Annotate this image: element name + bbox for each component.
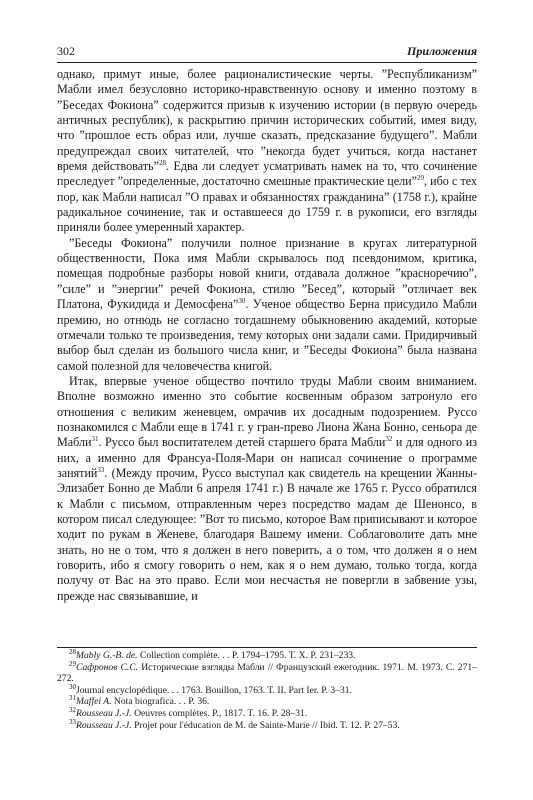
paragraph (57, 236, 477, 374)
paragraph-text: , ибо с тех пор, как Мабли написал ”О правах и обязанностях гражданина” (1758 г.), крайне радикальное сочинение, так и оставшееся до 1759 г. в рукописи, его взгляды приняли более умеренный характер. (57, 174, 477, 235)
footnote-ref: 33 (97, 465, 105, 474)
footnote-text: Nota biografica. . . P. 36. (111, 696, 210, 708)
paragraph-text: Итак, впервые ученое общество почтило труды Мабли своим вниманием. Вполне возможно именно это событие косвенным образом затронуло его отношения с великим женевцем, омрачив их досадным подозрением. Руссо познакомился с Мабли еще в 1741 г. у гран-прево Лиона Жана Бонно, сеньора де Мабли (57, 373, 477, 450)
footnote (57, 705, 477, 720)
footnote-text: Projet pour l'éducation de M. de Sainte-Marie // Ibid. T. 12. P. 27–53. (131, 719, 400, 731)
footnote-author: Rousseau J.-J. (76, 707, 132, 719)
footnote-author: Maffei A. (76, 696, 112, 708)
running-title: Приложения (407, 44, 477, 58)
paragraph-text: ”Беседы Фокиона” получили полное признание в кругах литературной общественности, Пока имя Мабли скрывалось под псевдонимом, критика, помещая подробные разборы новой книги, отдавала должное ”красноречию”, ”силе” и ”энергии” речей Фокиона, стилю ”Бесед”, который ”отличает век Платона, Фукидида и Демосфена” (57, 235, 477, 312)
footnote-text: Исторические взгляды Мабли // Французский ежегодник. 1971. М. 1973. С. 271–272. (57, 661, 477, 685)
footnote (57, 659, 477, 685)
paragraph-text: . Руссо был воспитателем детей старшего брата Мабли (98, 435, 386, 450)
footnote-ref: 32 (385, 435, 393, 444)
footnote-text: Journal encyclopédique. . . 1763. Bouillon, 1763. T. II. Part Ier. P. 3–31. (76, 684, 352, 696)
paragraph-text: однако, примут иные, более рационалистические черты. ”Республиканизм” Мабли имел безусловно историко-нравственную основу и именно поэтому в ”Беседах Фокиона” содержится призыв к изучению истории (в первую очередь античных республик), к раскрытию причин исторических событий, имея виду, что ”прошлое есть образ или, лучше сказать, предсказание будущего”. Мабли предупреждал своих читателей, что ”некогда будет учиться, когда настанет время действовать” (57, 67, 477, 174)
page-number: 302 (57, 44, 75, 58)
footnote-number: 30 (69, 682, 76, 691)
footnote-ref: 28 (158, 159, 166, 168)
paragraph-text: и для одного из них, а именно для Франсуа-Поля-Мари он написал сочинение о программе занятий (57, 435, 477, 480)
footnote (57, 717, 477, 732)
footnote-number: 31 (69, 694, 76, 703)
body-text (57, 67, 477, 604)
footnote (57, 647, 477, 662)
footnote-ref: 31 (91, 435, 99, 444)
footnote-author: Rousseau J.-J. (76, 719, 132, 731)
footnote-ref: 30 (238, 297, 246, 306)
footnote-number: 29 (69, 659, 76, 668)
footnote-text: Oeuvres complètes. P., 1817. T. 16. P. 28–31. (131, 707, 308, 719)
footnote-text: Collection complète. . . P. 1794–1795. T. X. P. 231–233. (137, 650, 356, 661)
footnote (57, 682, 477, 697)
page-header (57, 44, 477, 63)
footnote-ref: 29 (417, 174, 425, 183)
paragraph-text: . (Между прочим, Руссо выступал как свидетель на крещении Жанны-Элизабет Бонно де Мабли 6 апреля 1741 г.) В начале же 1765 г. Руссо обратился к Мабли с письмом, отправленным через посредство мадам де Шенонсо, в котором писал следующее: ”Вот то письмо, которое Вам приписывают и которое ходит по рукам в Женеве, благодаря Вашему имени. Соблаговолите дать мне знать, но не о том, что я должен в него поверить, а о том, что должен я о нем говорить, ибо я смогу говорить о нем, как я о нем думаю, только тогда, когда получу от Вас на это право. Если мои несчастья не повергли в забвение узы, прежде нас связывавшие, и (57, 465, 477, 603)
footnote-number: 33 (69, 717, 76, 726)
footnote-number: 28 (69, 647, 76, 656)
paragraph (57, 374, 477, 604)
footnote (57, 696, 477, 708)
paragraph-text: . Едва ли следует усматривать намек на то, что сочинение преследует ”определенные, достаточно смешные практические цели” (57, 159, 477, 189)
footnotes (57, 647, 477, 731)
footnote-number: 32 (69, 705, 76, 714)
book-page (57, 44, 477, 731)
footnote-author: Mably G.-B. de. (76, 650, 138, 661)
paragraph-text: . Ученое общество Берна присудило Мабли премию, но отнюдь не согласно тогдашнему обыкновению академий, которые отмечали только те произведения, тему которых они задали сами. Придирчивый выбор был сделан из большого числа книг, и ”Беседы Фокиона” была названа самой полезной для человечества книгой. (57, 297, 477, 373)
footnote-author: Сафронов С.С. (76, 661, 139, 673)
paragraph (57, 67, 477, 236)
